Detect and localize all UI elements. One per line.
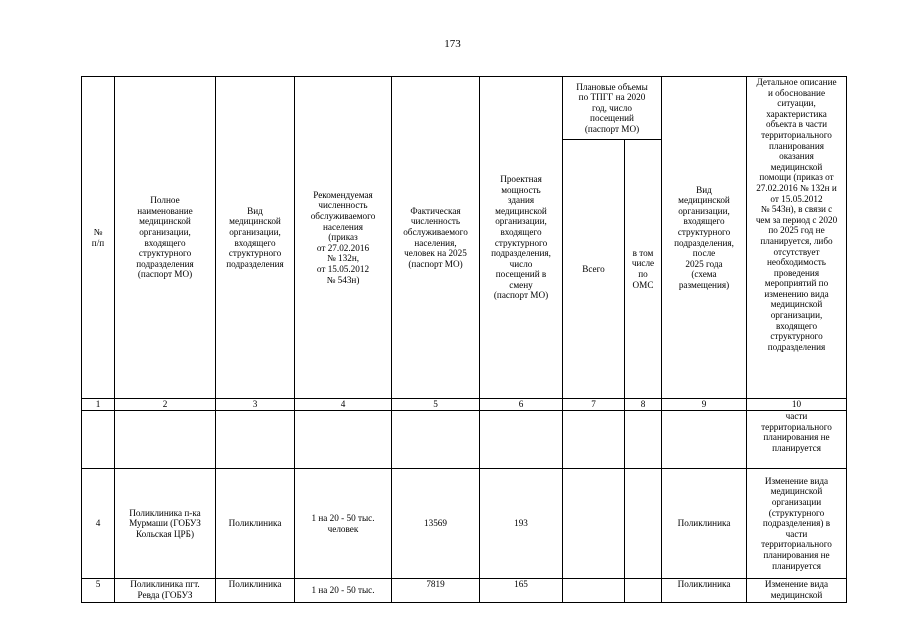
column-number: 3 (216, 399, 295, 411)
column-number: 2 (115, 399, 216, 411)
row-capacity: 165 (480, 579, 563, 603)
header-planned-group: Плановые объемы по ТПГГ на 2020 год, число посещений (паспорт МО) (563, 77, 662, 140)
column-number: 6 (480, 399, 563, 411)
row-num: 4 (82, 469, 115, 579)
row-recommended: 1 на 20 - 50 тыс. (295, 579, 392, 603)
row-type-2025: Поликлиника (662, 469, 747, 579)
header-name: Полное наименование медицинской организации, входящего структурного подразделения (паспорт МО) (115, 77, 216, 399)
header-row-1 (82, 77, 847, 140)
header-num: № п/п (82, 77, 115, 399)
column-number: 10 (747, 399, 847, 411)
row-oms (625, 579, 662, 603)
continuation-description: части территориального планирования не планируется (747, 411, 847, 469)
row-description: Изменение вида медицинской (747, 579, 847, 603)
row-total (563, 469, 625, 579)
header-type-2025: Вид медицинской организации, входящего структурного подразделения, после 2025 года (схема размещения) (662, 77, 747, 399)
column-number: 1 (82, 399, 115, 411)
column-number: 5 (392, 399, 480, 411)
row-type-2025: Поликлиника (662, 579, 747, 603)
facilities-table (81, 76, 847, 603)
row-actual: 13569 (392, 469, 480, 579)
row-type: Поликлиника (216, 469, 295, 579)
row-type: Поликлиника (216, 579, 295, 603)
row-total (563, 579, 625, 603)
row-num: 5 (82, 579, 115, 603)
table-row (82, 469, 847, 579)
column-number: 8 (625, 399, 662, 411)
row-description: Изменение вида медицинской организации (структурного подразделения) в части территориального планирования не планируется (747, 469, 847, 579)
table-row-continuation (82, 411, 847, 469)
column-number: 7 (563, 399, 625, 411)
header-capacity: Проектная мощность здания медицинской организации, входящего структурного подразделения, число посещений в смену (паспорт МО) (480, 77, 563, 399)
column-number: 4 (295, 399, 392, 411)
header-oms: в том числе по ОМС (625, 140, 662, 399)
row-capacity: 193 (480, 469, 563, 579)
header-total: Всего (563, 140, 625, 399)
header-recommended: Рекомендуемая численность обслуживаемого населения (приказ от 27.02.2016 № 132н, от 15.05.2012 № 543н) (295, 77, 392, 399)
row-oms (625, 469, 662, 579)
column-number: 9 (662, 399, 747, 411)
row-name: Поликлиника пгт. Ревда (ГОБУЗ (115, 579, 216, 603)
page-number: 173 (444, 38, 461, 50)
header-actual: Фактическая численность обслуживаемого населения, человек на 2025 (паспорт МО) (392, 77, 480, 399)
header-type: Вид медицинской организации, входящего структурного подразделения (216, 77, 295, 399)
row-recommended: 1 на 20 - 50 тыс. человек (295, 469, 392, 579)
table-row (82, 579, 847, 603)
row-name: Поликлиника п-ка Мурмаши (ГОБУЗ Кольская ЦРБ) (115, 469, 216, 579)
row-actual: 7819 (392, 579, 480, 603)
column-number-row (82, 399, 847, 411)
header-description: Детальное описание и обоснование ситуации, характеристика объекта в части территориального планирования оказания медицинской помощи (приказ от 27.02.2016 № 132н и от 15.05.2012 № 543н), в связи с чем за период с 2020 по 2025 год не планируется, либо отсутствует необходимость проведения мероприятий по изменению вида медицинской организации, входящего структурного подразделения (747, 77, 847, 399)
